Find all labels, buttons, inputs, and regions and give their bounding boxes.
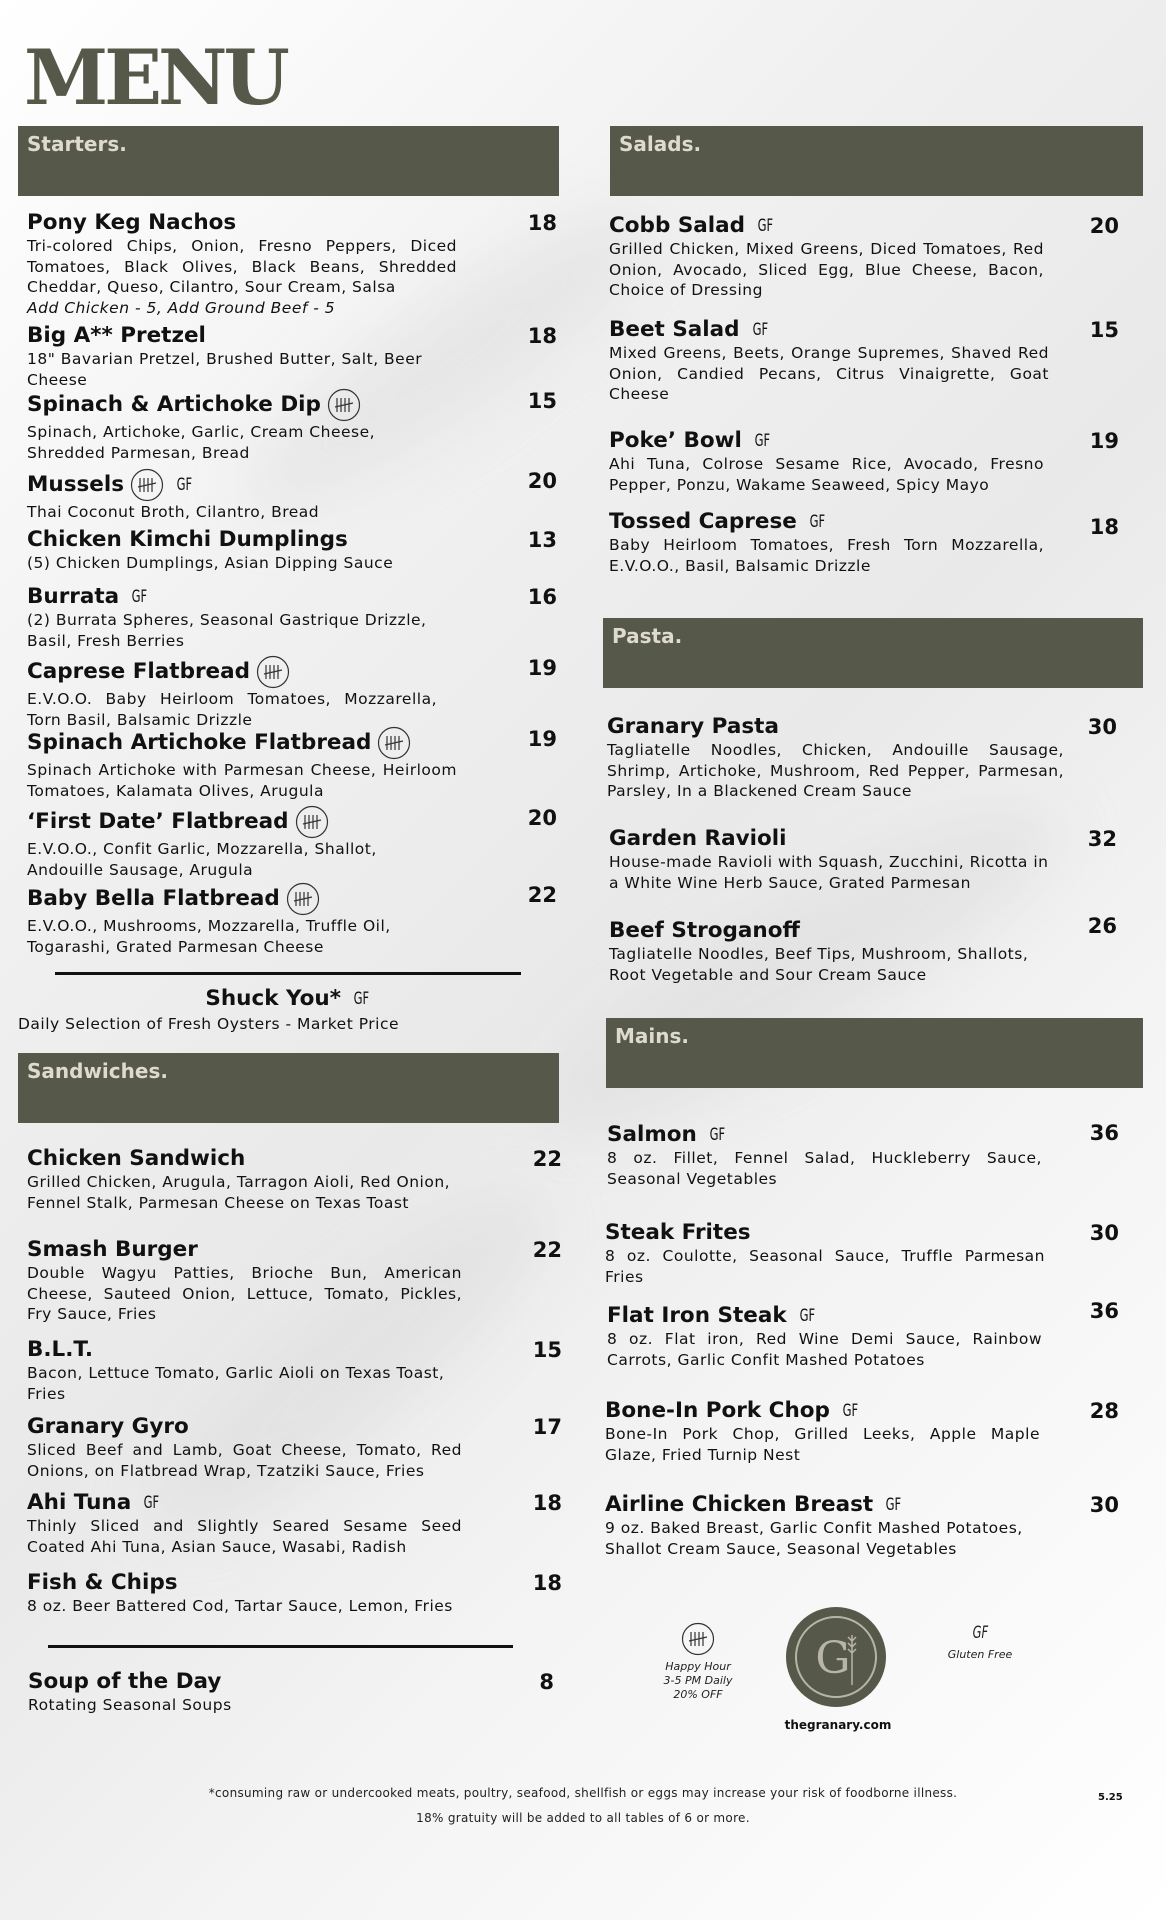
item-name: Spinach Artichoke Flatbread (27, 730, 372, 755)
item-description: Bone-In Pork Chop, Grilled Leeks, Apple Maple Glaze, Fried Turnip Nest (605, 1425, 1040, 1464)
item-price: 13 (527, 528, 557, 552)
item-name: Mussels (27, 472, 125, 497)
item-name: Ahi Tuna (27, 1490, 132, 1515)
gluten-free-legend (930, 1623, 1030, 1662)
item-description: Tagliatelle Noodles, Chicken, Andouille Sausage, Shrimp, Artichoke, Mushroom, Red Pepper, Parmesan, Parsley, In a Blackened Cream Sauce (607, 741, 1064, 800)
item-name: Bone-In Pork Chop (605, 1398, 830, 1423)
item-price: 18 (532, 1571, 562, 1595)
gluten-free-icon: GF (353, 989, 370, 1009)
logo-letter: G (815, 1633, 851, 1684)
item-name: Shuck You* (205, 986, 341, 1011)
item-description: Thinly Sliced and Slightly Seared Sesame Seed Coated Ahi Tuna, Asian Sauce, Wasabi, Radish (27, 1517, 462, 1556)
item-price: 30 (1089, 1493, 1119, 1517)
menu-item-garden-ravioli (609, 826, 1117, 893)
menu-item-airline-chicken-breast (605, 1492, 1119, 1559)
menu-item-soup-of-the-day (28, 1669, 554, 1716)
shuck-you-block (18, 986, 559, 1035)
granary-logo (786, 1607, 886, 1707)
item-name: Tossed Caprese (609, 509, 797, 534)
menu-item-salmon (607, 1122, 1119, 1189)
item-description: Mixed Greens, Beets, Orange Supremes, Shaved Red Onion, Candied Pecans, Citrus Vinaigrette, Goat Cheese (609, 344, 1049, 403)
divider (55, 972, 521, 975)
item-price: 36 (1089, 1121, 1119, 1145)
menu-item-burrata (27, 584, 557, 651)
item-price: 36 (1089, 1299, 1119, 1323)
item-name: Big A** Pretzel (27, 323, 206, 348)
item-name: Salmon (607, 1122, 697, 1147)
item-description: (5) Chicken Dumplings, Asian Dipping Sauce (27, 554, 394, 572)
happy-hour-discount: 20% OFF (673, 1688, 723, 1701)
gluten-free-icon: GF (754, 431, 770, 451)
foodborne-illness-warning: *consuming raw or undercooked meats, poultry, seafood, shellfish or eggs may increase your risk of foodborne illness. (208, 1786, 958, 1800)
menu-version: 5.25 (1098, 1792, 1123, 1803)
item-description: Spinach Artichoke with Parmesan Cheese, Heirloom Tomatoes, Kalamata Olives, Arugula (27, 761, 457, 800)
item-description: 8 oz. Coulotte, Seasonal Sauce, Truffle Parmesan Fries (605, 1247, 1045, 1286)
menu-item-tossed-caprese (609, 509, 1119, 576)
item-price: 15 (1089, 318, 1119, 342)
item-price: 20 (527, 806, 557, 830)
gluten-free-icon: GF (143, 1493, 160, 1513)
gluten-free-icon: GF (885, 1495, 902, 1515)
item-description: 8 oz. Beer Battered Cod, Tartar Sauce, Lemon, Fries (27, 1597, 453, 1615)
happy-hour-time: 3-5 PM Daily (663, 1674, 733, 1687)
item-price: 28 (1089, 1399, 1119, 1423)
item-description: Daily Selection of Fresh Oysters - Market Price (18, 1015, 400, 1033)
item-price: 18 (532, 1491, 562, 1515)
menu-item-first-date-flatbread (27, 805, 557, 880)
menu-item-granary-pasta (607, 714, 1117, 802)
divider (48, 1645, 513, 1648)
gluten-free-icon: GF (752, 320, 768, 340)
item-description: E.V.O.O., Mushrooms, Mozzarella, Truffle Oil, Togarashi, Grated Parmesan Cheese (27, 917, 391, 956)
item-price: 32 (1087, 827, 1117, 851)
item-name: ‘First Date’ Flatbread (27, 809, 289, 834)
item-price: 8 (539, 1670, 554, 1694)
menu-item-mussels (27, 468, 557, 523)
item-price: 22 (527, 883, 557, 907)
menu-item-beef-stroganoff (609, 914, 1117, 985)
happy-hour-icon (256, 655, 290, 689)
gluten-free-icon: GF (709, 1125, 725, 1145)
menu-item-big-pretzel (27, 323, 557, 390)
item-name: Airline Chicken Breast (605, 1492, 874, 1517)
item-name: Pony Keg Nachos (27, 210, 237, 235)
item-name: Soup of the Day (28, 1669, 222, 1694)
item-description: 8 oz. Flat iron, Red Wine Demi Sauce, Rainbow Carrots, Garlic Confit Mashed Potatoes (607, 1330, 1042, 1369)
item-name: Cobb Salad (609, 213, 746, 238)
item-name: Flat Iron Steak (607, 1303, 787, 1328)
menu-item-steak-frites (605, 1220, 1119, 1287)
item-description: Bacon, Lettuce Tomato, Garlic Aioli on Texas Toast, Fries (27, 1364, 445, 1403)
item-description: 9 oz. Baked Breast, Garlic Confit Mashed Potatoes, Shallot Cream Sauce, Seasonal Vegetables (605, 1519, 1023, 1558)
item-name: Baby Bella Flatbread (27, 886, 280, 911)
item-description: Thai Coconut Broth, Cilantro, Bread (27, 503, 320, 521)
gratuity-note: 18% gratuity will be added to all tables of 6 or more. (416, 1811, 750, 1825)
gluten-free-icon: GF (972, 1623, 988, 1643)
menu-item-fish-and-chips (27, 1570, 562, 1617)
happy-hour-legend (648, 1622, 748, 1702)
item-price: 26 (1087, 914, 1117, 938)
menu-item-caprese-flatbread (27, 655, 557, 730)
happy-hour-icon (377, 726, 411, 760)
item-name: Beet Salad (609, 317, 740, 342)
item-description: Baby Heirloom Tomatoes, Fresh Torn Mozzarella, E.V.O.O., Basil, Balsamic Drizzle (609, 536, 1044, 575)
item-addon: Add Chicken - 5, Add Ground Beef - 5 (27, 298, 336, 317)
gluten-free-icon: GF (131, 587, 148, 607)
item-description: E.V.O.O., Confit Garlic, Mozzarella, Shallot, Andouille Sausage, Arugula (27, 840, 377, 879)
item-price: 30 (1089, 1221, 1119, 1245)
item-name: Garden Ravioli (609, 826, 787, 851)
item-name: Chicken Kimchi Dumplings (27, 527, 348, 552)
item-name: Burrata (27, 584, 120, 609)
section-header-mains: Mains. (606, 1018, 1143, 1088)
item-name: Granary Gyro (27, 1414, 189, 1439)
item-name: Smash Burger (27, 1237, 198, 1262)
item-price: 15 (532, 1338, 562, 1362)
menu-title: MENU (24, 33, 286, 122)
item-description: E.V.O.O. Baby Heirloom Tomatoes, Mozzarella, Torn Basil, Balsamic Drizzle (27, 690, 437, 729)
item-description: House-made Ravioli with Squash, Zucchini, Ricotta in a White Wine Herb Sauce, Grated Parmesan (609, 853, 1049, 892)
item-price: 20 (1089, 214, 1119, 238)
menu-item-flat-iron-steak (607, 1299, 1119, 1370)
menu-item-ahi-tuna (27, 1490, 562, 1557)
item-description: Ahi Tuna, Colrose Sesame Rice, Avocado, Fresno Pepper, Ponzu, Wakame Seaweed, Spicy Mayo (609, 455, 1044, 494)
happy-hour-icon (295, 805, 329, 839)
happy-hour-icon (681, 1622, 715, 1656)
item-price: 19 (1089, 429, 1119, 453)
happy-hour-icon (130, 468, 164, 502)
item-name: B.L.T. (27, 1337, 93, 1362)
item-price: 16 (527, 585, 557, 609)
item-name: Steak Frites (605, 1220, 751, 1245)
gluten-free-icon: GF (176, 475, 193, 495)
item-name: Chicken Sandwich (27, 1146, 246, 1171)
item-price: 20 (527, 469, 557, 493)
gluten-free-icon: GF (842, 1401, 858, 1421)
menu-item-spinach-artichoke-flatbread (27, 726, 557, 801)
gluten-free-icon: GF (799, 1306, 815, 1326)
happy-hour-label: Happy Hour (665, 1660, 731, 1673)
item-name: Beef Stroganoff (609, 918, 800, 943)
item-price: 17 (532, 1415, 562, 1439)
item-description: 18" Bavarian Pretzel, Brushed Butter, Salt, Beer Cheese (27, 350, 423, 389)
item-name: Granary Pasta (607, 714, 779, 739)
item-name: Fish & Chips (27, 1570, 178, 1595)
happy-hour-icon (286, 882, 320, 916)
menu-item-bone-in-pork-chop (605, 1398, 1119, 1465)
menu-item-baby-bella-flatbread (27, 882, 557, 957)
menu-item-poke-bowl (609, 428, 1119, 495)
menu-item-chicken-kimchi-dumplings (27, 527, 557, 574)
item-description: 8 oz. Fillet, Fennel Salad, Huckleberry Sauce, Seasonal Vegetables (607, 1149, 1042, 1188)
section-header-sandwiches: Sandwiches. (18, 1053, 559, 1123)
item-description: Spinach, Artichoke, Garlic, Cream Cheese, Shredded Parmesan, Bread (27, 423, 376, 462)
menu-item-blt (27, 1337, 562, 1404)
item-price: 18 (1089, 515, 1119, 539)
menu-item-beet-salad (609, 317, 1119, 405)
item-name: Caprese Flatbread (27, 659, 251, 684)
item-description: Tri-colored Chips, Onion, Fresno Peppers, Diced Tomatoes, Black Olives, Black Beans, Shredded Cheddar, Queso, Cilantro, Sour Cream, Salsa (27, 237, 457, 296)
menu-item-smash-burger (27, 1237, 562, 1325)
item-description: Sliced Beef and Lamb, Goat Cheese, Tomato, Red Onions, on Flatbread Wrap, Tzatziki Sauce, Fries (27, 1441, 462, 1480)
menu-item-chicken-sandwich (27, 1146, 562, 1213)
item-name: Poke’ Bowl (609, 428, 742, 453)
website-link[interactable]: thegranary.com (784, 1718, 892, 1732)
item-price: 15 (527, 389, 557, 413)
item-name: Spinach & Artichoke Dip (27, 392, 321, 417)
item-price: 18 (527, 211, 557, 235)
item-description: Tagliatelle Noodles, Beef Tips, Mushroom, Shallots, Root Vegetable and Sour Cream Sauce (609, 945, 1029, 984)
menu-item-granary-gyro (27, 1414, 562, 1481)
item-description: Double Wagyu Patties, Brioche Bun, American Cheese, Sauteed Onion, Lettuce, Tomato, Pickles, Fry Sauce, Fries (27, 1264, 462, 1323)
item-description: Rotating Seasonal Soups (28, 1696, 232, 1714)
gluten-free-icon: GF (757, 216, 774, 236)
item-price: 18 (527, 324, 557, 348)
item-price: 22 (532, 1238, 562, 1262)
section-header-salads: Salads. (610, 126, 1143, 196)
item-description: Grilled Chicken, Arugula, Tarragon Aioli, Red Onion, Fennel Stalk, Parmesan Cheese on Texas Toast (27, 1173, 451, 1212)
item-price: 22 (532, 1147, 562, 1171)
item-description: Grilled Chicken, Mixed Greens, Diced Tomatoes, Red Onion, Avocado, Sliced Egg, Blue Cheese, Bacon, Choice of Dressing (609, 240, 1044, 299)
item-price: 19 (527, 727, 557, 751)
item-description: (2) Burrata Spheres, Seasonal Gastrique Drizzle, Basil, Fresh Berries (27, 611, 427, 650)
happy-hour-icon (327, 388, 361, 422)
menu-item-spinach-artichoke-dip (27, 388, 557, 463)
item-price: 19 (527, 656, 557, 680)
menu-item-pony-keg-nachos (27, 210, 557, 318)
item-price: 30 (1087, 715, 1117, 739)
section-header-starters: Starters. (18, 126, 559, 196)
section-header-pasta: Pasta. (603, 618, 1143, 688)
gluten-free-label: Gluten Free (947, 1648, 1013, 1661)
menu-item-cobb-salad (609, 213, 1119, 301)
gluten-free-icon: GF (809, 512, 825, 532)
